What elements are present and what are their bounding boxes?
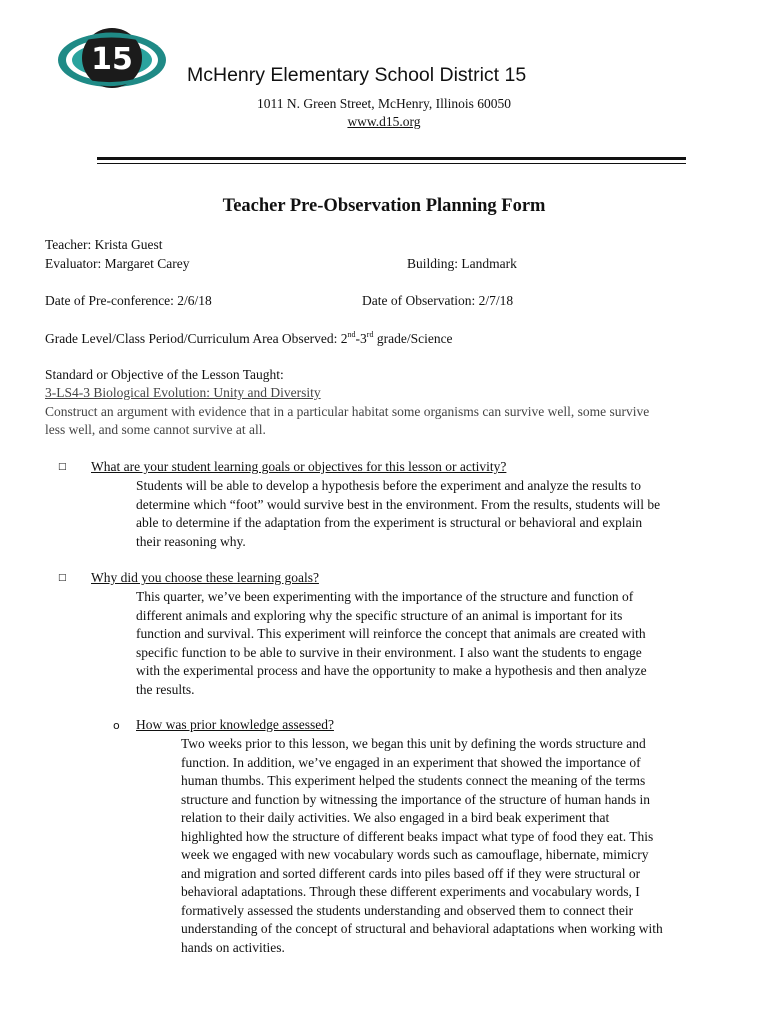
- answer-line: week we engaged with new vocabulary words such as camouflage, hibernate, mimicry: [181, 847, 649, 862]
- district-name: McHenry Elementary School District 15: [187, 64, 527, 86]
- grade-level-field: [45, 330, 453, 347]
- question-why-goals: Why did you choose these learning goals?: [91, 570, 319, 585]
- answer-line: different animals and exploring why the specific structure of an animal is important for its: [136, 607, 623, 623]
- answer-prior-knowledge: [181, 735, 741, 957]
- answer-line: with the experimental process and have the opportunity to make a hypothesis and then analyze: [136, 663, 647, 678]
- district-website-link[interactable]: www.d15.org: [347, 114, 421, 129]
- grade-sup-nd: nd: [347, 330, 356, 339]
- answer-line: specific function to be able to survive in their environment. I also want the students to engage: [136, 644, 642, 660]
- grade-prefix: Grade Level/Class Period/Curriculum Area Observed: 2: [45, 331, 348, 346]
- district-15-logo-icon: [55, 20, 171, 100]
- logo-number: 15: [91, 42, 133, 77]
- district-logo: [55, 20, 171, 100]
- checkbox-bullet-icon: □: [58, 462, 67, 472]
- answer-line: highlighted how the structure of different beaks impact what type of food they eat. This: [181, 828, 654, 844]
- grade-mid: -3: [355, 331, 367, 346]
- answer-line: understanding of the concept of structural and behavioral adaptations when working with: [181, 921, 663, 936]
- building-field: Building: Landmark: [407, 256, 517, 271]
- observation-date-field: Date of Observation: 2/7/18: [362, 293, 514, 308]
- answer-line: This quarter, we’ve been experimenting with the importance of the structure and function of: [136, 589, 634, 604]
- answer-line: formatively assessed the students understanding and observed them to connect their: [181, 902, 634, 918]
- standard-text-line: less well, and some cannot survive at all.: [45, 422, 266, 437]
- answer-learning-goals: [136, 477, 736, 551]
- answer-line: function. In addition, we’ve engaged in an experiment that showed the importance of: [181, 754, 641, 770]
- answer-why-goals: [136, 588, 736, 699]
- form-title: Teacher Pre-Observation Planning Form: [222, 196, 546, 216]
- answer-line: the results.: [136, 681, 195, 697]
- standard-label: Standard or Objective of the Lesson Taught:: [45, 367, 284, 382]
- district-address: 1011 N. Green Street, McHenry, Illinois 60050: [257, 96, 511, 111]
- answer-line: and migration and sorted different cards into piles based off if they were structural or: [181, 865, 641, 881]
- answer-line: able to determine if the adaptation from the experiment is structural or behavioral and explain: [136, 515, 643, 530]
- answer-line: human thumbs. This experiment helped the students connect the meaning of the terms: [181, 773, 646, 788]
- answer-line: hands on activities.: [181, 939, 285, 955]
- standard-code: 3-LS4-3 Biological Evolution: Unity and Diversity: [45, 385, 321, 400]
- teacher-field: Teacher: Krista Guest: [45, 237, 163, 252]
- header-divider-thick: [97, 157, 686, 160]
- evaluator-field: Evaluator: Margaret Carey: [45, 256, 190, 271]
- question-learning-goals: What are your student learning goals or objectives for this lesson or activity?: [91, 459, 507, 474]
- answer-line: behavioral adaptations. Through these different experiments and vocabulary words, I: [181, 884, 640, 899]
- answer-line: structure and function by witnessing the importance of the structure of human hands in: [181, 791, 651, 807]
- standard-text-line: Construct an argument with evidence that in a particular habitat some organisms can survive well, some survive: [45, 404, 650, 419]
- answer-line: determine which “foot” would survive best in the environment. From the results, students will be: [136, 496, 661, 512]
- answer-line: Two weeks prior to this lesson, we began this unit by defining the words structure and: [181, 736, 646, 751]
- answer-line: relation to their daily activities. We also engaged in a bird beak experiment that: [181, 810, 610, 825]
- question-prior-knowledge: How was prior knowledge assessed?: [136, 717, 334, 732]
- answer-line: their reasoning why.: [136, 533, 246, 549]
- grade-sup-rd: rd: [366, 330, 374, 339]
- checkbox-bullet-icon: □: [58, 573, 67, 583]
- answer-line: function and survival. This experiment will reinforce the concept that animals are created with: [136, 626, 646, 641]
- answer-line: Students will be able to develop a hypothesis before the experiment and analyze the results to: [136, 478, 641, 493]
- preconference-date-field: Date of Pre-conference: 2/6/18: [45, 293, 212, 308]
- grade-suffix: grade/Science: [373, 331, 453, 346]
- header-divider-thin: [97, 163, 686, 164]
- circle-bullet-icon: o: [113, 719, 120, 732]
